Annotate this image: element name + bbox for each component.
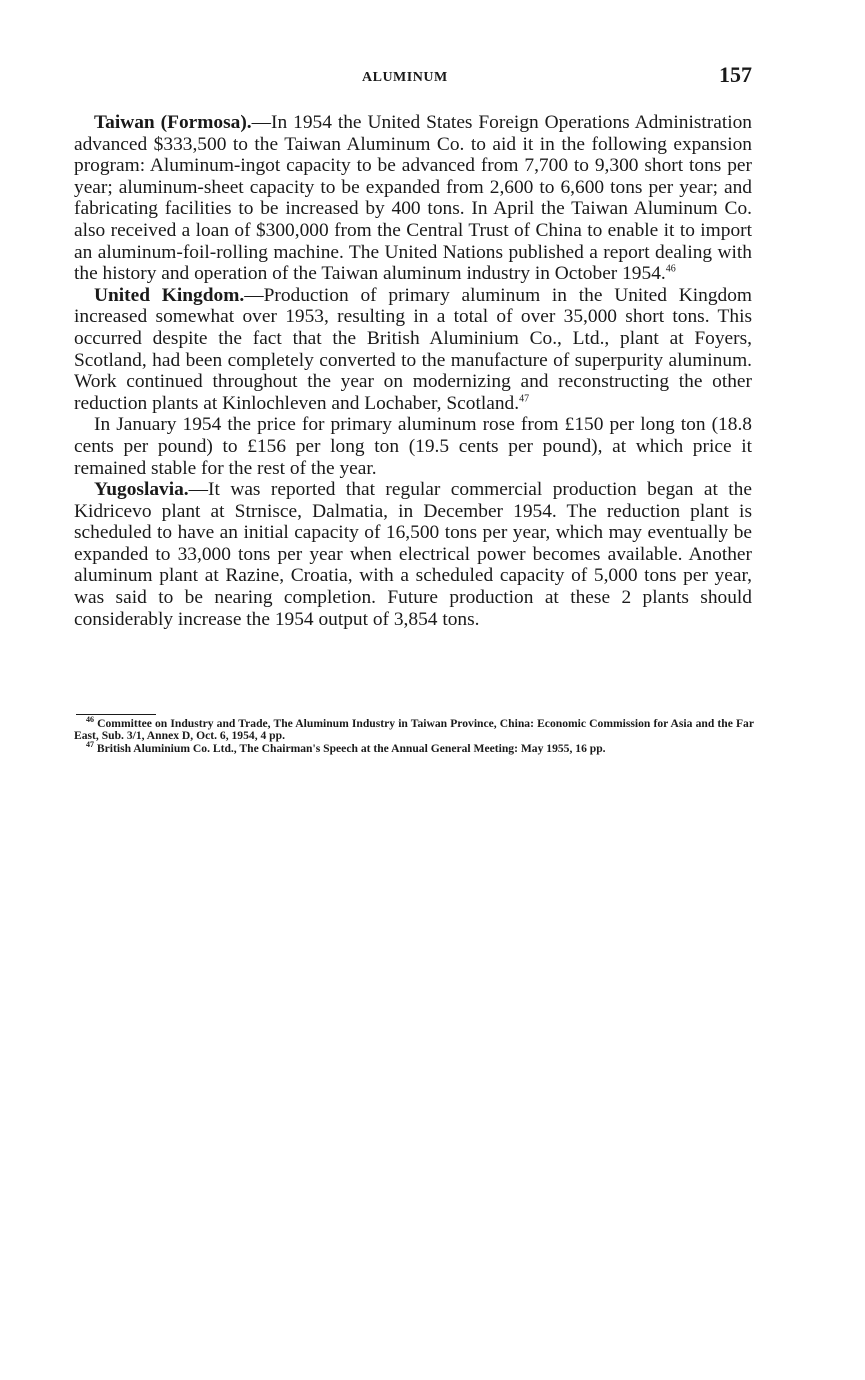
- footnote-46: [74, 715, 754, 743]
- body-text: [74, 112, 752, 630]
- paragraph-yugoslavia: [74, 479, 752, 630]
- footnote-47: [74, 739, 754, 755]
- section-lead-taiwan: Taiwan (Formosa).: [94, 112, 252, 133]
- section-lead-united-kingdom: United Kingdom.: [94, 284, 245, 306]
- paragraph-uk-price: [74, 414, 752, 479]
- page-header: [74, 62, 752, 94]
- paragraph-text: —In 1954 the United States Foreign Operations Administration advanced $333,500 to the Taiwan Aluminum Co. to aid it in the following expansion program: Aluminum-ingot capacity to be advanced from 7,700 to 9,300 short tons per year; aluminum-sheet capacity to be expanded from 2,600 to 6,600 tons per year; and fabricating facilities to be increased by 400 tons. In April the Taiwan Aluminum Co. also received a loan of $300,000 from the Central Trust of China to enable it to import an aluminum-foil-rolling machine. The United Nations published a report dealing with the history and operation of the Taiwan aluminum industry in October 1954.: [74, 112, 752, 285]
- footnote-mark: 47: [86, 739, 94, 749]
- paragraph-united-kingdom: [74, 285, 752, 415]
- footnote-text: Committee on Industry and Trade, The Aluminum Industry in Taiwan Province, China: Economic Commission for Asia and the Far East, Sub. 3/1, Annex D, Oct. 6, 1954, 4 pp.: [74, 717, 754, 743]
- footnotes: [74, 715, 754, 755]
- footnote-reference: 46: [665, 263, 676, 275]
- section-lead-yugoslavia: Yugoslavia.: [94, 479, 189, 501]
- paragraph-text: —Production of primary aluminum in the United Kingdom increased somewhat over 1953, resulting in a total of over 35,000 short tons. This occurred despite the fact that the British Aluminium Co., Ltd., plant at Foyers, Scotland, had been completely converted to the manufacture of superpurity aluminum. Work continued throughout the year on modernizing and reconstructing the other reduction plants at Kinlochleven and Lochaber, Scotland.: [74, 284, 752, 414]
- footnote-reference: 47: [519, 393, 530, 405]
- footnote-mark: 46: [86, 715, 94, 725]
- paragraph-text: In January 1954 the price for primary aluminum rose from £150 per long ton (18.8 cents per pound) to £156 per long ton (19.5 cents per pound), at which price it remained stable for the rest of the year.: [74, 414, 752, 479]
- running-head: ALUMINUM: [362, 70, 448, 85]
- paragraph-text: —It was reported that regular commercial production began at the Kidricevo plant at Strnisce, Dalmatia, in December 1954. The reduction plant is scheduled to have an initial capacity of 16,500 tons per year, which may eventually be expanded to 33,000 tons per year when electrical power becomes available. Another aluminum plant at Razine, Croatia, with a scheduled capacity of 5,000 tons per year, was said to be nearing completion. Future production at these 2 plants should considerably increase the 1954 output of 3,854 tons.: [74, 479, 752, 630]
- footnote-text: British Aluminium Co. Ltd., The Chairman's Speech at the Annual General Meeting: May 1955, 16 pp.: [96, 741, 606, 755]
- page-number: 157: [719, 62, 752, 87]
- paragraph-taiwan: [74, 112, 752, 285]
